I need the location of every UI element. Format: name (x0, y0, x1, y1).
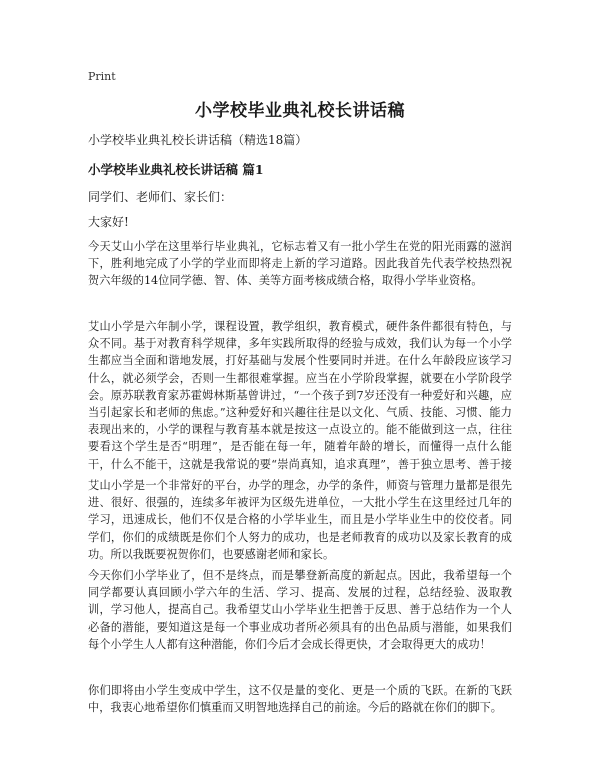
body-paragraph-2: 艾山小学是六年制小学，课程设置，教学组织，教育模式，硬件条件都很有特色，与众不同。基于对教育科学规律，多年实践所取得的经验与成效，我们认为每一个小学生都应当全面和谐地发展，打好基础与发展个性要同时并进。在什么年龄段应该学习什么，就必须学会，否则一生都很难掌握。应当在小学阶段掌握，就要在小学阶段学会。原苏联教育家苏霍姆林斯基曾讲过，“一个孩子到7岁还没有一种爱好和兴趣，应当引起家长和老师的焦虑。”这种爱好和兴趣往往是以文化、气质、技能、习惯、能力表现出来的，小学的课程与教育基本就是按这一点设立的。能不能做到这一点，往往要看这个学生是否“明理”，是否能在每一年，随着年龄的增长，而懂得一点什么能干，什么不能干，这就是我常说的要“崇尚真知，追求真理”，善于独立思考、善于接 (88, 320, 512, 471)
body-paragraph-5: 你们即将由小学生变成中学生，这不仅是量的变化、更是一个质的飞跃。在新的飞跃中，我衷心地希望你们慎重而又明智地选择自己的前途。今后的路就在你们的脚下。 (88, 684, 512, 715)
section-heading: 小学校毕业典礼校长讲话稿 篇1 (88, 162, 264, 177)
body-paragraph-1: 今天艾山小学在这里举行毕业典礼，它标志着又有一批小学生在党的阳光雨露的滋润下，胜利地完成了小学的学业而即将走上新的学习道路。因此我首先代表学校热烈祝贺六年级的14位同学德、智、体、美等方面考核成绩合格，取得小学毕业资格。 (88, 240, 512, 288)
print-label[interactable]: Print (88, 70, 116, 83)
body-paragraph-4: 今天你们小学毕业了，但不是终点，而是攀登新高度的新起点。因此，我希望每一个同学都要认真回顾小学六年的生活、学习、提高、发展的过程，总结经验、汲取教训，学习他人，提高自己。我希望艾山小学毕业生把善于反思、善于总结作为一个人必备的潜能，要知道这是每一个事业成功者所必须具有的出色品质与潜能，如果我们每个小学生人人都有这种潜能，你们今后才会成长得更快，才会取得更大的成功！ (88, 569, 512, 651)
body-paragraph-3: 艾山小学是一个非常好的平台，办学的理念，办学的条件，师资与管理力量都是很先进、很好、很强的，连续多年被评为区级先进单位，一大批小学生在这里经过几年的学习，迅速成长，他们不仅是合格的小学毕业生，而且是小学毕业生中的佼佼者。同学们，你们的成绩既是你们个人努力的成功，也是老师教育的成功以及家长教育的成功。所以我既要祝贺你们，也要感谢老师和家长。 (88, 479, 512, 561)
page-title: 小学校毕业典礼校长讲话稿 (195, 101, 405, 121)
document-subtitle: 小学校毕业典礼校长讲话稿（精选18篇） (88, 133, 308, 147)
greeting-line: 大家好! (88, 215, 129, 229)
salutation: 同学们、老师们、家长们： (88, 190, 233, 204)
